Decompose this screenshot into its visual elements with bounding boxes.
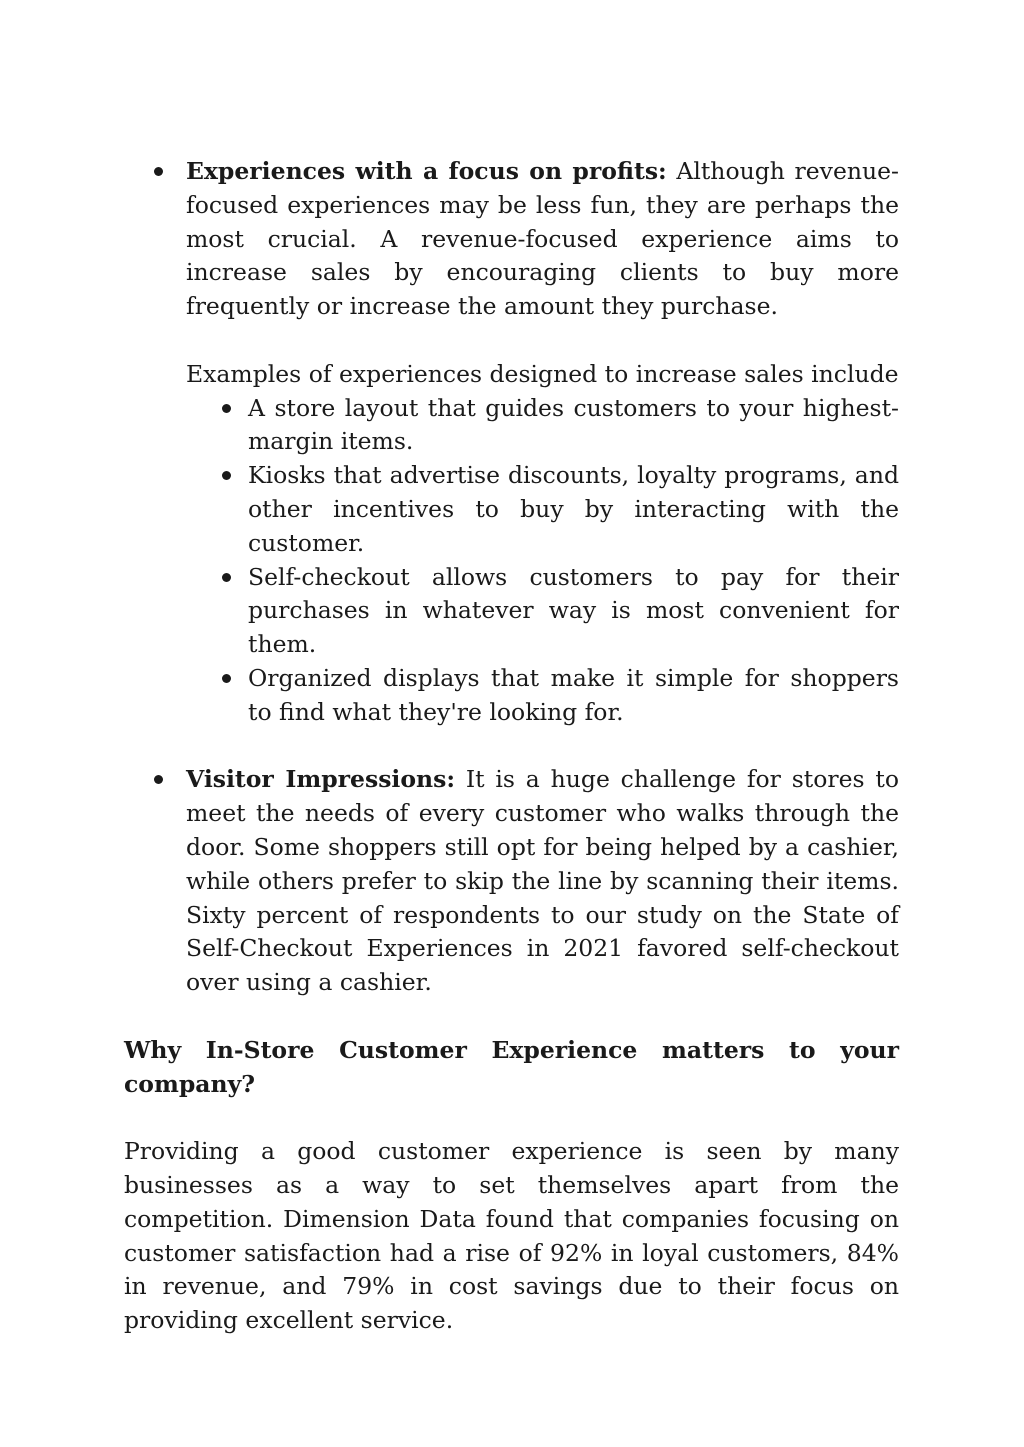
- bullet-dot-icon: [222, 404, 231, 413]
- bullet-text: It is a huge challenge for stores to meet the needs of every customer who walks through the door. Some shoppers still opt for being helped by a cashier, while others prefer to skip the line by scanning their items. Sixty percent of respondents to our study on the State of Self-Checkout Experiences in 2021 favored self-checkout over using a cashier.: [186, 765, 899, 997]
- example-item: [124, 662, 899, 730]
- bullet-dot-icon: [154, 167, 163, 176]
- spacer: [124, 324, 899, 358]
- section-body: Providing a good customer experience is seen by many businesses as a way to set themselves apart from the competition. Dimension Data found that companies focusing on customer satisfaction had a rise of 92% in loyal customers, 84% in revenue, and 79% in cost savings due to their focus on providing excellent service.: [124, 1137, 899, 1335]
- bullet-dot-icon: [222, 471, 231, 480]
- example-item: [124, 561, 899, 662]
- bullet-title: Visitor Impressions:: [186, 765, 456, 794]
- example-item-text: A store layout that guides customers to your highest-margin items.: [248, 393, 899, 456]
- bullet-visitor-impressions: [124, 763, 899, 1000]
- example-item: [124, 392, 899, 460]
- bullet-dot-icon: [222, 573, 231, 582]
- example-item-text: Kiosks that advertise discounts, loyalty programs, and other incentives to buy by interacting with the customer.: [248, 461, 899, 557]
- spacer: [124, 1101, 899, 1135]
- bullet-dot-icon: [154, 775, 163, 784]
- example-item-text: Organized displays that make it simple for shoppers to find what they're looking for.: [248, 663, 899, 726]
- bullet-title: Experiences with a focus on profits:: [186, 157, 667, 185]
- example-item: [124, 459, 899, 560]
- example-item-text: Self-checkout allows customers to pay for their purchases in whatever way is most convenient for them.: [248, 562, 899, 659]
- bullet-text: Although revenue-focused experiences may be less fun, they are perhaps the most crucial. A revenue-focused experience aims to increase sales by encouraging clients to buy more frequently or increase the amount they purchase.: [186, 157, 899, 321]
- spacer: [124, 730, 899, 764]
- spacer: [124, 1000, 899, 1034]
- examples-intro: Examples of experiences designed to increase sales include: [186, 359, 899, 388]
- bullet-dot-icon: [222, 674, 231, 683]
- section-heading: Why In-Store Customer Experience matters to your company?: [124, 1035, 899, 1098]
- bullet-profits: [124, 155, 899, 324]
- document-page: [124, 155, 899, 1338]
